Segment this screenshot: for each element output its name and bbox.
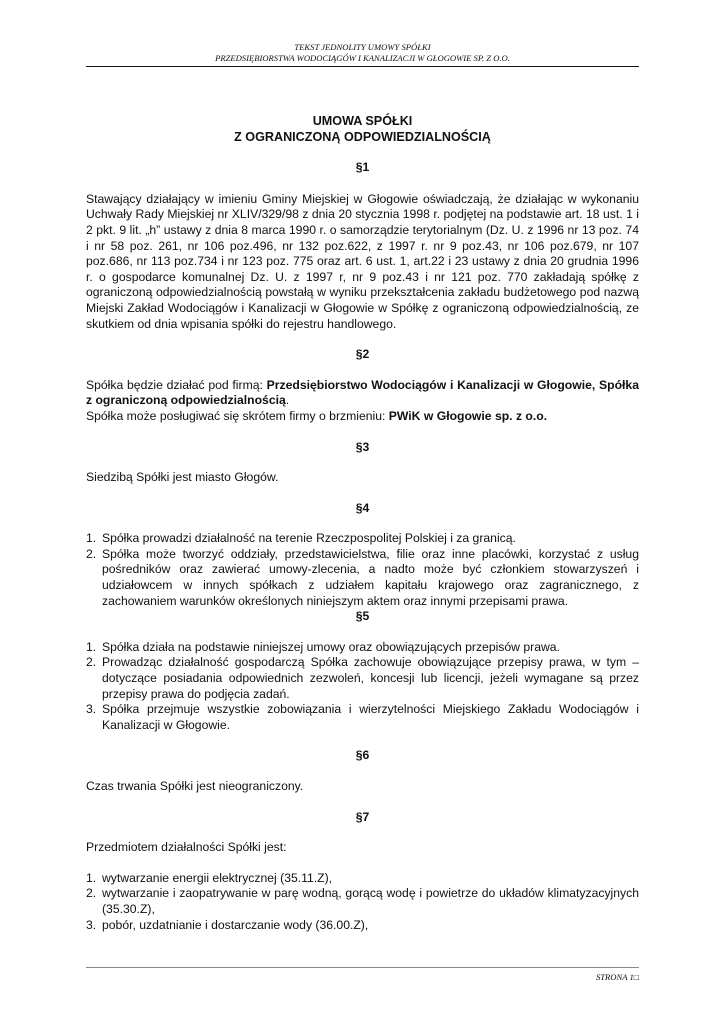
- document-title: [86, 114, 639, 145]
- list-item: [86, 531, 639, 547]
- list-item-text: Prowadząc działalność gospodarczą Spółka zachowuje obowiązujące przepisy prawa, w tym – dotyczące posiadania odpowiednich zezwoleń, koncesji lub licencji, jeżeli wymagane są przez przepisy prawa do podjęcia zadań.: [102, 655, 639, 701]
- list-item-text: Spółka przejmuje wszystkie zobowiązania i wierzytelności Miejskiego Zakładu Wodociągów i Kanalizacji w Głogowie.: [102, 702, 639, 732]
- list-item-text: pobór, uzdatnianie i dostarczanie wody (36.00.Z),: [102, 917, 369, 932]
- list-item-number: 1.: [86, 870, 97, 885]
- list-item: [86, 871, 639, 887]
- section-5-heading: §5: [355, 609, 370, 624]
- document-body: [86, 114, 639, 933]
- list-item-number: 1.: [86, 639, 97, 654]
- company-name-prefix: Spółka będzie działać pod firmą:: [86, 377, 267, 392]
- section-5-list: [86, 640, 639, 734]
- list-item-number: 3.: [86, 702, 97, 717]
- title-line-1: UMOWA SPÓŁKI: [312, 114, 413, 128]
- list-item-number: 2.: [86, 655, 97, 670]
- list-item: [86, 655, 639, 702]
- page-number-label: STRONA 1: [595, 972, 634, 982]
- list-item-text: Spółka działa na podstawie niniejszej umowy oraz obowiązujących przepisów prawa.: [102, 639, 560, 654]
- company-name-suffix: .: [285, 393, 290, 408]
- section-2-text-2: [86, 409, 639, 425]
- list-item: [86, 640, 639, 656]
- list-item-number: 2.: [86, 546, 97, 561]
- page-footer: [596, 972, 639, 983]
- section-6-heading: §6: [355, 748, 370, 763]
- section-4-heading: §4: [355, 500, 370, 515]
- section-7-intro: Przedmiotem działalności Spółki jest:: [86, 840, 287, 855]
- section-1-heading: §1: [355, 160, 370, 175]
- section-2-heading: §2: [355, 347, 370, 362]
- section-2-text-1: [86, 378, 639, 409]
- list-item-text: Spółka prowadzi działalność na terenie Rzeczpospolitej Polskiej i za granicą.: [102, 531, 516, 546]
- company-short-prefix: Spółka może posługiwać się skrótem firmy o brzmieniu:: [86, 408, 389, 423]
- header-rule: [86, 66, 639, 67]
- list-item-number: 2.: [86, 886, 97, 901]
- list-item: [86, 702, 639, 733]
- list-item-text: wytwarzanie energii elektrycznej (35.11.Z),: [102, 870, 333, 885]
- footer-rule: [86, 967, 639, 968]
- list-item: [86, 918, 639, 934]
- section-7-list: [86, 871, 639, 933]
- section-6-text: Czas trwania Spółki jest nieograniczony.: [86, 779, 304, 793]
- company-short-name: PWiK w Głogowie sp. z o.o.: [388, 408, 548, 423]
- section-3-heading: §3: [355, 439, 370, 454]
- running-header: [86, 42, 639, 64]
- missing-glyph-icon: □: [633, 972, 639, 982]
- list-item-number: 1.: [86, 531, 97, 546]
- section-7-heading: §7: [355, 809, 370, 824]
- title-line-2: Z OGRANICZONĄ ODPOWIEDZIALNOŚCIĄ: [234, 129, 491, 144]
- company-full-name: Przedsiębiorstwo Wodociągów i Kanalizacji w Głogowie, Spółka z ograniczoną odpowiedzialnością: [86, 377, 639, 408]
- list-item: [86, 547, 639, 609]
- section-4-list: [86, 531, 639, 609]
- list-item-text: Spółka może tworzyć oddziały, przedstawicielstwa, filie oraz inne placówki, korzystać z usług pośredników oraz zawierać umowy-zlecenia, a nadto może być członkiem stowarzyszeń i udziałowcem w innych spółkach z udziałem kapitału krajowego oraz zagranicznego, z zachowaniem warunków określonych niniejszym aktem oraz innymi przepisami prawa.: [102, 546, 639, 608]
- header-line-1: TEKST JEDNOLITY UMOWY SPÓŁKI: [294, 42, 431, 52]
- section-1-text: Stawający działający w imieniu Gminy Miejskiej w Głogowie oświadczają, że działając w wykonaniu Uchwały Rady Miejskiej nr XLIV/329/98 z dnia 20 stycznia 1998 r. podjętej na podstawie art. 18 ust. 1 i 2 pkt. 9 lit. „h” ustawy z dnia 8 marca 1990 r. o samorządzie terytorialnym (Dz. U. z 1996 nr 13 poz. 74 i nr 58 poz. 261, nr 106 poz.496, nr 132 poz.622, z 1997 r. nr 9 poz.43, nr 106 poz.679, nr 107 poz.686, nr 113 poz.734 i nr 123 poz. 775 oraz art. 6 ust. 1, art.22 i 23 ustawy z dnia 20 grudnia 1996 r. o gospodarce komunalnej Dz. U. z 1997 r, nr 9 poz.43 i nr 121 poz. 770 zakładają spółkę z ograniczoną odpowiedzialnością powstałą w wyniku przekształcenia zakładu budżetowego pod nazwą Miejski Zakład Wodociągów i Kanalizacji w Głogowie w Spółkę z ograniczoną odpowiedzialnością, ze skutkiem od dnia wpisania spółki do rejestru handlowego.: [86, 191, 639, 331]
- list-item-number: 3.: [86, 917, 97, 932]
- list-item: [86, 886, 639, 917]
- list-item-text: wytwarzanie i zaopatrywanie w parę wodną, gorącą wodę i powietrze do układów klimatyzacyjnych (35.30.Z),: [102, 886, 639, 916]
- header-line-2: PRZEDSIĘBIORSTWA WODOCIĄGÓW I KANALIZACJI W GŁOGOWIE SP. Z O.O.: [215, 53, 510, 63]
- section-3-text: Siedzibą Spółki jest miasto Głogów.: [86, 470, 279, 485]
